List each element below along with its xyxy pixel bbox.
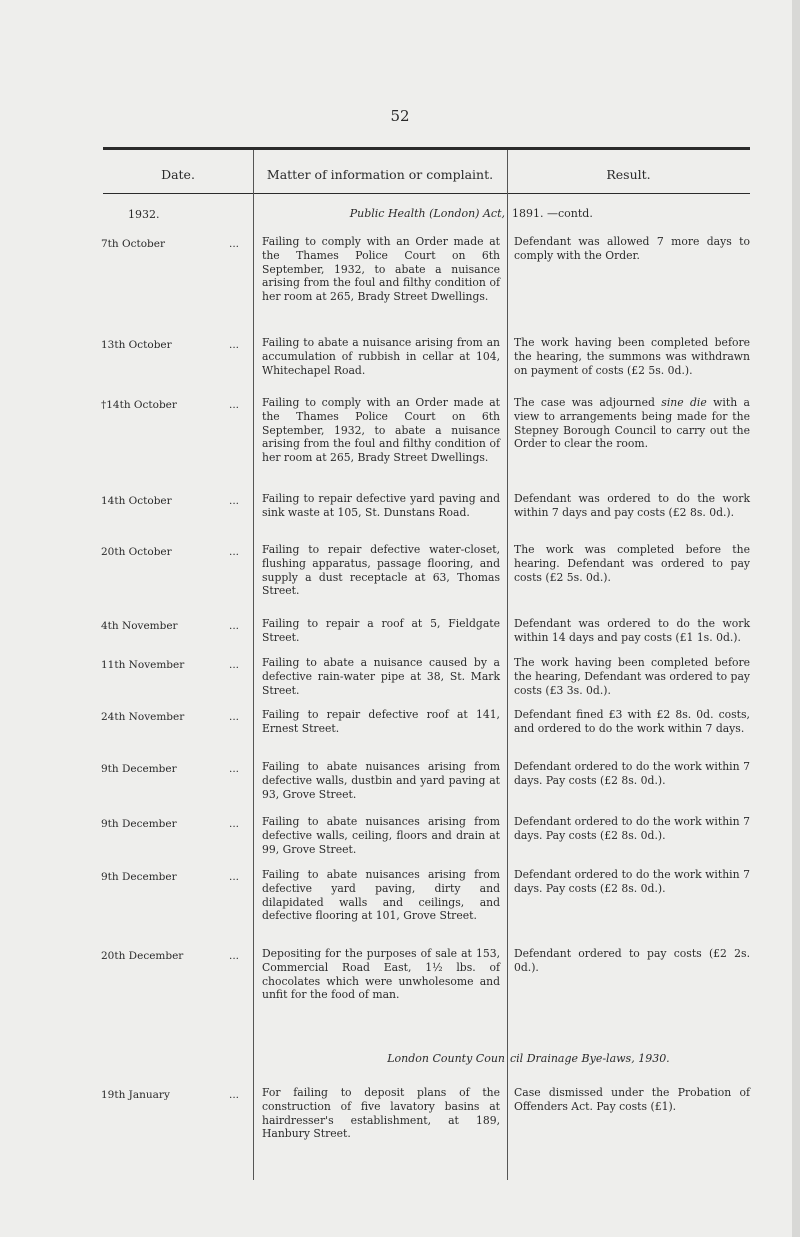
page-number: 52	[390, 107, 410, 125]
entry-result: Defendant was ordered to do the work within 14 days and pay costs (£1 1s. 0d.).	[514, 617, 750, 644]
entry-date: 20th October ...	[101, 546, 239, 558]
entry-date: †14th October ...	[101, 399, 239, 411]
entry-result: The work having been completed before the hearing, Defendant was ordered to pay costs (£3 3s. 0d.).	[514, 656, 750, 697]
entry-matter: Failing to abate a nuisance caused by a defective rain-water pipe at 38, St. Mark Street.	[262, 656, 500, 697]
entry-date: 9th December ...	[101, 818, 239, 830]
entry-matter: Failing to repair defective yard paving and sink waste at 105, St. Dunstans Road.	[262, 492, 500, 519]
entry-matter: Failing to repair a roof at 5, Fieldgate Street.	[262, 617, 500, 644]
entry-date: 4th November ...	[101, 620, 239, 632]
entry-result: The work was completed before the hearing. Defendant was ordered to pay costs (£2 5s. 0d.).	[514, 543, 750, 584]
column-divider-left	[253, 150, 254, 1180]
entry-result: Defendant ordered to pay costs (£2 2s. 0d.).	[514, 947, 750, 974]
entry-date: 7th October ...	[101, 238, 239, 250]
entry-matter: For failing to deposit plans of the construction of five lavatory basins at hairdresser's establishment, at 189, Hanbury Street.	[262, 1086, 500, 1141]
entry-matter: Failing to abate a nuisance arising from an accumulation of rubbish in cellar at 104, Whitechapel Road.	[262, 336, 500, 377]
header-matter: Matter of information or complaint.	[266, 167, 494, 182]
entry-date: 9th December ...	[101, 763, 239, 775]
year-label: 1932.	[128, 208, 160, 221]
header-rule	[103, 193, 750, 194]
entry-result: Defendant ordered to do the work within 7 days. Pay costs (£2 8s. 0d.).	[514, 815, 750, 842]
header-date: Date.	[161, 167, 195, 182]
entry-matter: Failing to repair defective roof at 141, Ernest Street.	[262, 708, 500, 735]
entry-result: Defendant fined £3 with £2 8s. 0d. costs, and ordered to do the work within 7 days.	[514, 708, 750, 735]
page-edge-shadow	[792, 0, 800, 1237]
entry-result: Case dismissed under the Probation of Offenders Act. Pay costs (£1).	[514, 1086, 750, 1113]
act-title-left: Public Health (London) Act,	[349, 207, 505, 220]
entry-matter: Failing to comply with an Order made at the Thames Police Court on 6th September, 1932, to abate a nuisance arising from the foul and filthy condition of her room at 265, Brady Street Dwellings.	[262, 235, 500, 304]
entry-matter: Failing to repair defective water-closet, flushing apparatus, passage flooring, and supply a dust receptacle at 63, Thomas Street.	[262, 543, 500, 598]
column-divider-right	[507, 150, 508, 1180]
entry-result: Defendant was ordered to do the work within 7 days and pay costs (£2 8s. 0d.).	[514, 492, 750, 519]
entry-date: 24th November ...	[101, 711, 239, 723]
entry-matter: Failing to abate nuisances arising from defective walls, ceiling, floors and drain at 99, Grove Street.	[262, 815, 500, 856]
entry-result: Defendant ordered to do the work within 7 days. Pay costs (£2 8s. 0d.).	[514, 868, 750, 895]
entry-result: The case was adjourned sine die with a view to arrangements being made for the Stepney Borough Council to carry out the Order to clear the room.	[514, 396, 750, 451]
entry-result: Defendant was allowed 7 more days to comply with the Order.	[514, 235, 750, 262]
entry-result: The work having been completed before the hearing, the summons was withdrawn on payment of costs (£2 5s. 0d.).	[514, 336, 750, 377]
header-result: Result.	[606, 167, 651, 182]
entry-matter: Failing to comply with an Order made at the Thames Police Court on 6th September, 1932, to abate a nuisance arising from the foul and filthy condition of her room at 265, Brady Street Dwellings.	[262, 396, 500, 465]
entry-matter: Depositing for the purposes of sale at 153, Commercial Road East, 1½ lbs. of chocolates which were unwholesome and unfit for the food of man.	[262, 947, 500, 1002]
entry-date: 13th October ...	[101, 339, 239, 351]
top-rule	[103, 147, 750, 150]
entry-matter: Failing to abate nuisances arising from defective yard paving, dirty and dilapidated walls and ceilings, and defective flooring at 101, Grove Street.	[262, 868, 500, 923]
act-title-right: cil Drainage Bye-laws, 1930.	[510, 1052, 670, 1065]
entry-date: 19th January ...	[101, 1089, 239, 1101]
act-title-left: London County Coun	[387, 1052, 505, 1065]
entry-result: Defendant ordered to do the work within 7 days. Pay costs (£2 8s. 0d.).	[514, 760, 750, 787]
entry-date: 14th October ...	[101, 495, 239, 507]
entry-matter: Failing to abate nuisances arising from defective walls, dustbin and yard paving at 93, Grove Street.	[262, 760, 500, 801]
entry-date: 20th December ...	[101, 950, 239, 962]
entry-date: 9th December ...	[101, 871, 239, 883]
entry-date: 11th November ...	[101, 659, 239, 671]
act-title-right: 1891. —contd.	[512, 207, 593, 220]
